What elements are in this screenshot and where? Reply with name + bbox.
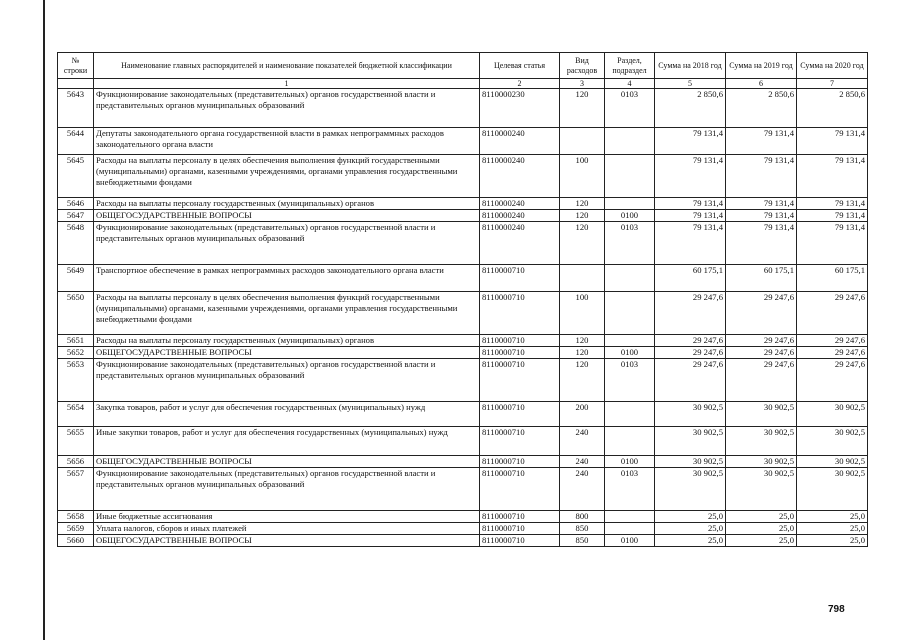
row-sum-2020: 79 131,4 xyxy=(797,210,868,222)
row-expense-type: 200 xyxy=(560,402,605,427)
row-target-article: 8110000710 xyxy=(480,335,560,347)
row-target-article: 8110000710 xyxy=(480,511,560,523)
row-target-article: 8110000710 xyxy=(480,402,560,427)
table-row xyxy=(58,210,868,222)
row-expense-type: 800 xyxy=(560,511,605,523)
row-sum-2020: 29 247,6 xyxy=(797,359,868,402)
row-sum-2018: 30 902,5 xyxy=(655,427,726,456)
row-section: 0100 xyxy=(605,347,655,359)
row-name: ОБЩЕГОСУДАРСТВЕННЫЕ ВОПРОСЫ xyxy=(94,347,480,359)
row-expense-type: 120 xyxy=(560,222,605,265)
row-number: 5659 xyxy=(58,523,94,535)
table-row xyxy=(58,128,868,155)
row-expense-type: 100 xyxy=(560,155,605,198)
budget-table-container xyxy=(57,52,867,547)
table-row xyxy=(58,335,868,347)
row-number: 5650 xyxy=(58,292,94,335)
row-number: 5645 xyxy=(58,155,94,198)
row-sum-2018: 29 247,6 xyxy=(655,359,726,402)
row-sum-2018: 29 247,6 xyxy=(655,292,726,335)
header-expense-type: Вид расходов xyxy=(560,53,605,79)
table-row xyxy=(58,292,868,335)
row-target-article: 8110000710 xyxy=(480,347,560,359)
row-expense-type: 120 xyxy=(560,347,605,359)
header-target-article: Целевая статья xyxy=(480,53,560,79)
row-sum-2019: 29 247,6 xyxy=(726,347,797,359)
table-row xyxy=(58,222,868,265)
row-section: 0100 xyxy=(605,210,655,222)
row-sum-2020: 30 902,5 xyxy=(797,402,868,427)
row-name: Депутаты законодательного органа государственной власти в рамках непрограммных расходов законодательного органа власти xyxy=(94,128,480,155)
row-sum-2018: 2 850,6 xyxy=(655,89,726,128)
row-sum-2019: 30 902,5 xyxy=(726,427,797,456)
row-number: 5657 xyxy=(58,468,94,511)
row-sum-2020: 30 902,5 xyxy=(797,427,868,456)
row-target-article: 8110000710 xyxy=(480,292,560,335)
row-sum-2019: 2 850,6 xyxy=(726,89,797,128)
row-number: 5652 xyxy=(58,347,94,359)
row-sum-2018: 79 131,4 xyxy=(655,128,726,155)
row-name: Расходы на выплаты персоналу государственных (муниципальных) органов xyxy=(94,335,480,347)
row-sum-2018: 79 131,4 xyxy=(655,198,726,210)
column-number: 4 xyxy=(605,79,655,89)
row-sum-2020: 79 131,4 xyxy=(797,198,868,210)
row-section: 0103 xyxy=(605,89,655,128)
row-expense-type: 240 xyxy=(560,427,605,456)
header-row xyxy=(58,53,868,79)
row-sum-2018: 60 175,1 xyxy=(655,265,726,292)
row-target-article: 8110000710 xyxy=(480,456,560,468)
column-number-row xyxy=(58,79,868,89)
row-expense-type: 240 xyxy=(560,468,605,511)
page-number: 798 xyxy=(828,604,845,615)
row-expense-type: 120 xyxy=(560,89,605,128)
header-sum-2018: Сумма на 2018 год xyxy=(655,53,726,79)
table-row xyxy=(58,427,868,456)
row-number: 5660 xyxy=(58,535,94,547)
row-name: Функционирование законодательных (представительных) органов государственной власти и представительных органов муниципальных образований xyxy=(94,89,480,128)
row-expense-type: 120 xyxy=(560,198,605,210)
row-number: 5655 xyxy=(58,427,94,456)
row-name: ОБЩЕГОСУДАРСТВЕННЫЕ ВОПРОСЫ xyxy=(94,456,480,468)
row-target-article: 8110000710 xyxy=(480,535,560,547)
row-sum-2019: 25,0 xyxy=(726,511,797,523)
row-name: ОБЩЕГОСУДАРСТВЕННЫЕ ВОПРОСЫ xyxy=(94,210,480,222)
table-row xyxy=(58,535,868,547)
column-number xyxy=(58,79,94,89)
column-number: 5 xyxy=(655,79,726,89)
row-sum-2018: 30 902,5 xyxy=(655,468,726,511)
row-target-article: 8110000710 xyxy=(480,427,560,456)
row-name: Расходы на выплаты персоналу в целях обеспечения выполнения функций государственными (муниципальными) органами, казенными учреждениями, органами управления государственными внебюджетными фондами xyxy=(94,155,480,198)
row-sum-2019: 79 131,4 xyxy=(726,210,797,222)
row-sum-2019: 29 247,6 xyxy=(726,335,797,347)
row-number: 5647 xyxy=(58,210,94,222)
row-sum-2018: 25,0 xyxy=(655,523,726,535)
column-number: 1 xyxy=(94,79,480,89)
row-sum-2020: 60 175,1 xyxy=(797,265,868,292)
row-target-article: 8110000710 xyxy=(480,265,560,292)
row-sum-2018: 79 131,4 xyxy=(655,222,726,265)
row-sum-2018: 30 902,5 xyxy=(655,456,726,468)
row-number: 5654 xyxy=(58,402,94,427)
row-sum-2018: 25,0 xyxy=(655,511,726,523)
header-sum-2020: Сумма на 2020 год xyxy=(797,53,868,79)
row-sum-2020: 30 902,5 xyxy=(797,468,868,511)
row-name: Функционирование законодательных (представительных) органов государственной власти и представительных органов муниципальных образований xyxy=(94,359,480,402)
header-row-number: № строки xyxy=(58,53,94,79)
row-target-article: 8110000230 xyxy=(480,89,560,128)
table-row xyxy=(58,347,868,359)
row-name: Транспортное обеспечение в рамках непрограммных расходов законодательного органа власти xyxy=(94,265,480,292)
row-sum-2020: 79 131,4 xyxy=(797,155,868,198)
row-sum-2018: 25,0 xyxy=(655,535,726,547)
row-sum-2019: 25,0 xyxy=(726,535,797,547)
row-section xyxy=(605,128,655,155)
row-name: Расходы на выплаты персоналу в целях обеспечения выполнения функций государственными (муниципальными) органами, казенными учреждениями, органами управления государственными внебюджетными фондами xyxy=(94,292,480,335)
row-sum-2020: 79 131,4 xyxy=(797,128,868,155)
row-expense-type: 850 xyxy=(560,523,605,535)
row-sum-2018: 79 131,4 xyxy=(655,210,726,222)
table-row xyxy=(58,456,868,468)
row-section: 0103 xyxy=(605,359,655,402)
row-section xyxy=(605,292,655,335)
row-sum-2020: 29 247,6 xyxy=(797,292,868,335)
row-section xyxy=(605,402,655,427)
row-sum-2019: 79 131,4 xyxy=(726,198,797,210)
column-number: 7 xyxy=(797,79,868,89)
table-row xyxy=(58,468,868,511)
table-row xyxy=(58,198,868,210)
row-sum-2020: 2 850,6 xyxy=(797,89,868,128)
row-sum-2019: 29 247,6 xyxy=(726,359,797,402)
row-name: Функционирование законодательных (представительных) органов государственной власти и представительных органов муниципальных образований xyxy=(94,468,480,511)
row-target-article: 8110000240 xyxy=(480,198,560,210)
row-number: 5644 xyxy=(58,128,94,155)
table-row xyxy=(58,402,868,427)
row-sum-2019: 30 902,5 xyxy=(726,468,797,511)
header-sum-2019: Сумма на 2019 год xyxy=(726,53,797,79)
row-section xyxy=(605,427,655,456)
column-number: 3 xyxy=(560,79,605,89)
row-sum-2019: 30 902,5 xyxy=(726,402,797,427)
row-section xyxy=(605,155,655,198)
row-sum-2020: 25,0 xyxy=(797,535,868,547)
row-section xyxy=(605,511,655,523)
row-name: Иные закупки товаров, работ и услуг для обеспечения государственных (муниципальных) нужд xyxy=(94,427,480,456)
column-number: 6 xyxy=(726,79,797,89)
row-target-article: 8110000240 xyxy=(480,210,560,222)
table-row xyxy=(58,511,868,523)
row-sum-2020: 30 902,5 xyxy=(797,456,868,468)
row-expense-type xyxy=(560,265,605,292)
table-row xyxy=(58,359,868,402)
row-expense-type: 240 xyxy=(560,456,605,468)
row-name: Уплата налогов, сборов и иных платежей xyxy=(94,523,480,535)
row-target-article: 8110000240 xyxy=(480,222,560,265)
row-sum-2018: 79 131,4 xyxy=(655,155,726,198)
budget-table xyxy=(57,52,868,547)
row-expense-type: 120 xyxy=(560,335,605,347)
table-row xyxy=(58,155,868,198)
row-number: 5649 xyxy=(58,265,94,292)
row-section xyxy=(605,198,655,210)
row-expense-type: 120 xyxy=(560,359,605,402)
row-number: 5648 xyxy=(58,222,94,265)
row-name: Иные бюджетные ассигнования xyxy=(94,511,480,523)
row-sum-2018: 30 902,5 xyxy=(655,402,726,427)
row-expense-type xyxy=(560,128,605,155)
row-sum-2019: 25,0 xyxy=(726,523,797,535)
row-section: 0100 xyxy=(605,535,655,547)
table-row xyxy=(58,265,868,292)
row-sum-2019: 79 131,4 xyxy=(726,155,797,198)
row-name: Функционирование законодательных (представительных) органов государственной власти и представительных органов муниципальных образований xyxy=(94,222,480,265)
row-number: 5643 xyxy=(58,89,94,128)
row-sum-2018: 29 247,6 xyxy=(655,335,726,347)
scan-edge-line xyxy=(43,0,45,640)
row-sum-2019: 29 247,6 xyxy=(726,292,797,335)
header-name: Наименование главных распорядителей и наименование показателей бюджетной классификации xyxy=(94,53,480,79)
row-target-article: 8110000240 xyxy=(480,155,560,198)
row-sum-2019: 30 902,5 xyxy=(726,456,797,468)
row-section: 0103 xyxy=(605,222,655,265)
row-target-article: 8110000710 xyxy=(480,523,560,535)
row-section: 0103 xyxy=(605,468,655,511)
row-section: 0100 xyxy=(605,456,655,468)
row-target-article: 8110000240 xyxy=(480,128,560,155)
row-expense-type: 100 xyxy=(560,292,605,335)
row-target-article: 8110000710 xyxy=(480,468,560,511)
header-section: Раздел, подраздел xyxy=(605,53,655,79)
row-expense-type: 120 xyxy=(560,210,605,222)
row-name: Закупка товаров, работ и услуг для обеспечения государственных (муниципальных) нужд xyxy=(94,402,480,427)
row-sum-2020: 29 247,6 xyxy=(797,335,868,347)
row-number: 5651 xyxy=(58,335,94,347)
row-number: 5658 xyxy=(58,511,94,523)
row-name: Расходы на выплаты персоналу государственных (муниципальных) органов xyxy=(94,198,480,210)
row-number: 5656 xyxy=(58,456,94,468)
row-section xyxy=(605,335,655,347)
row-section xyxy=(605,523,655,535)
row-sum-2018: 29 247,6 xyxy=(655,347,726,359)
row-sum-2019: 60 175,1 xyxy=(726,265,797,292)
row-number: 5646 xyxy=(58,198,94,210)
table-row xyxy=(58,523,868,535)
row-number: 5653 xyxy=(58,359,94,402)
row-sum-2019: 79 131,4 xyxy=(726,128,797,155)
row-section xyxy=(605,265,655,292)
table-row xyxy=(58,89,868,128)
row-sum-2020: 29 247,6 xyxy=(797,347,868,359)
row-sum-2019: 79 131,4 xyxy=(726,222,797,265)
column-number: 2 xyxy=(480,79,560,89)
row-sum-2020: 25,0 xyxy=(797,511,868,523)
row-sum-2020: 79 131,4 xyxy=(797,222,868,265)
row-expense-type: 850 xyxy=(560,535,605,547)
row-sum-2020: 25,0 xyxy=(797,523,868,535)
row-name: ОБЩЕГОСУДАРСТВЕННЫЕ ВОПРОСЫ xyxy=(94,535,480,547)
row-target-article: 8110000710 xyxy=(480,359,560,402)
